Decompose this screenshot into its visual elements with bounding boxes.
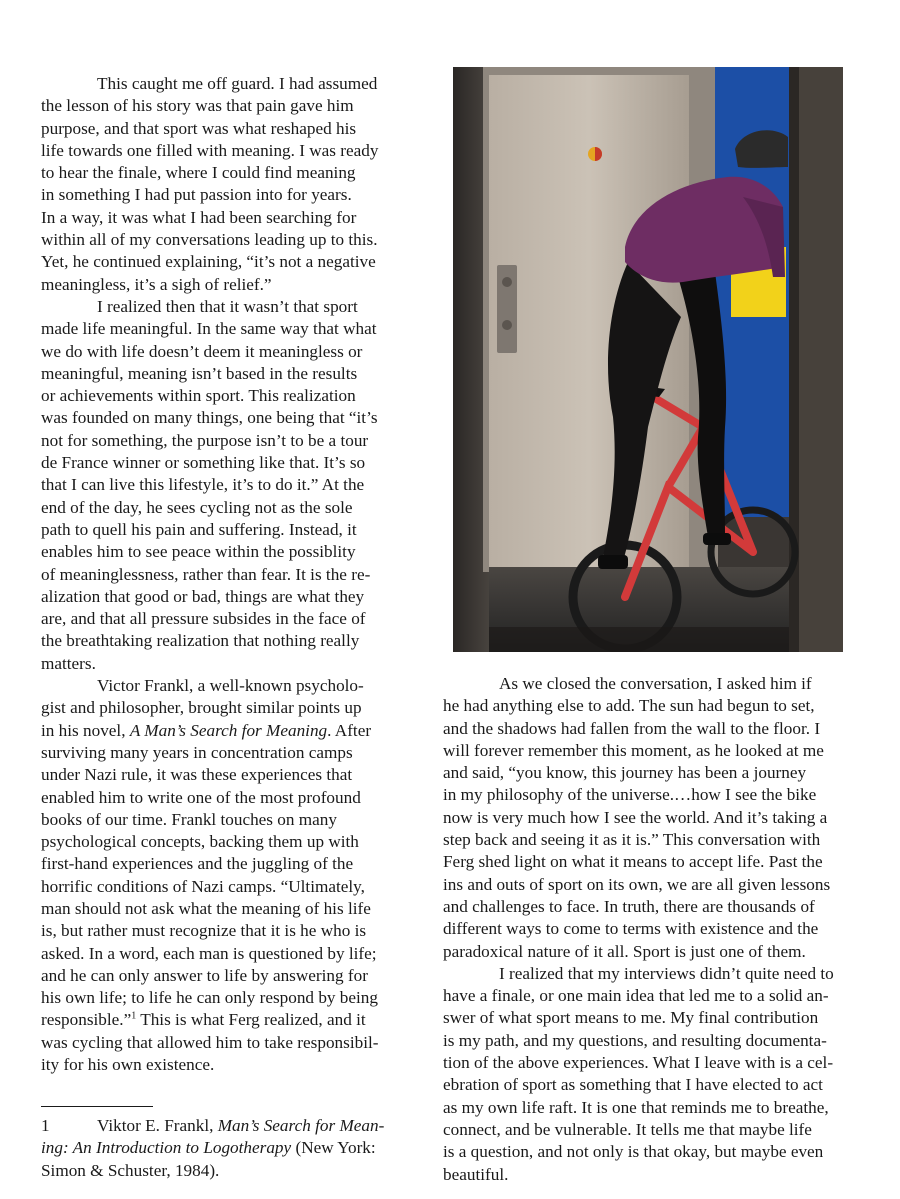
right-paragraph-1: As we closed the conversation, I asked him if he had anything else to add. The sun had begun to set, and the shadows had fallen from the wall to the floor. I will forever remember this moment, as he looked at me and said, “you know, this journey has been a journey in my philosophy of the universe.…how I see the bike now is very much how I see the world. And it’s taking a step back and seeing it as it is.” This conversation with Ferg shed light on what it means to accept life. Past the ins and outs of sport on its own, we are all given lessons and challenges to face. In truth, there are thousands of different ways to come to terms with existence and the paradoxical nature of it all. Sport is just one of them.	[443, 674, 831, 961]
right-paragraph-2: I realized that my interviews didn’t quite need to have a finale, or one main idea that led me to a solid an- swer of what sport means to me. My final contribution is my path, and my questions, and resulting documenta- tion of the above experiences. What I leave with is a cel- ebration of sport as something that I have elected to act as my own life raft. It is one that reminds me to breathe, connect, and be vulnerable. It tells me that maybe life is a question, and not only is that okay, but maybe even beautiful.	[443, 963, 834, 1184]
book-title: A Man’s Search for Meaning	[129, 720, 328, 740]
footnote-ref[interactable]: 1	[131, 1010, 137, 1022]
photo-illustration	[453, 67, 843, 652]
left-paragraph-3: Victor Frankl, a well-known psycholo- gist and philosopher, brought similar points up in his novel, A Man’s Search for Meaning. After surviving many years in concentration camps under Nazi rule, it was these experiences that enabled him to write one of the most profound books of our time. Frankl touches on many psychological concepts, backing them up with first-hand experiences and the juggling of the horrific conditions of Nazi camps. “Ultimately, man should not ask what the meaning of his life is, but rather must recognize that it is he who is asked. In a word, each man is questioned by life; and he can only answer to life by answering for his own life; to life he can only respond by being responsible.”$^1$ This is what Ferg realized, and it was cycling that allowed him to take responsibil- ity for his own existence.	[41, 676, 379, 1075]
left-paragraph-2: I realized then that it wasn’t that sport made life meaningful. In the same way that what we do with life doesn’t deem it meaningless or meaningful, meaning isn’t based in the results or achievements within sport. This realization was founded on many things, one being that “it’s not for something, the purpose isn’t to be a tour de France winner or something like that. It’s so that I can live this lifestyle, it’s to do it.” At the end of the day, he sees cycling not as the sole path to quell his pain and suffering. Instead, it enables him to see peace within the possiblity of meaninglessness, rather than fear. It is the re- alization that good or bad, things are what they are, and that all pressure subsides in the face of the breathtaking realization that nothing really matters.	[41, 296, 378, 673]
footnote-text: Viktor E. Frankl, Man’s Search for Mean-ing: An Introduction to Logotherapy (New York: Simon & Schuster, 1984).	[41, 1116, 385, 1180]
footnote-book-title: Man’s Search for Mean-ing: An Introduction to Logotherapy	[41, 1116, 385, 1158]
left-paragraph-1: This caught me off guard. I had assumed the lesson of his story was that pain gave him purpose, and that sport was what reshaped his life towards one filled with meaning. I was ready to hear the finale, where I could find meaning in something I had put passion into for years. In a way, it was what I had been searching for within all of my conversations leading up to this. Yet, he continued explaining, “it’s not a negative meaningless, it’s a sigh of relief.”	[41, 74, 379, 294]
footnote	[41, 1115, 406, 1182]
footnote-rule	[41, 1106, 153, 1107]
footnote-number: 1	[41, 1116, 50, 1135]
photo-cyclist-doorway	[453, 67, 843, 652]
left-column	[41, 73, 406, 1076]
right-column	[443, 673, 863, 1186]
